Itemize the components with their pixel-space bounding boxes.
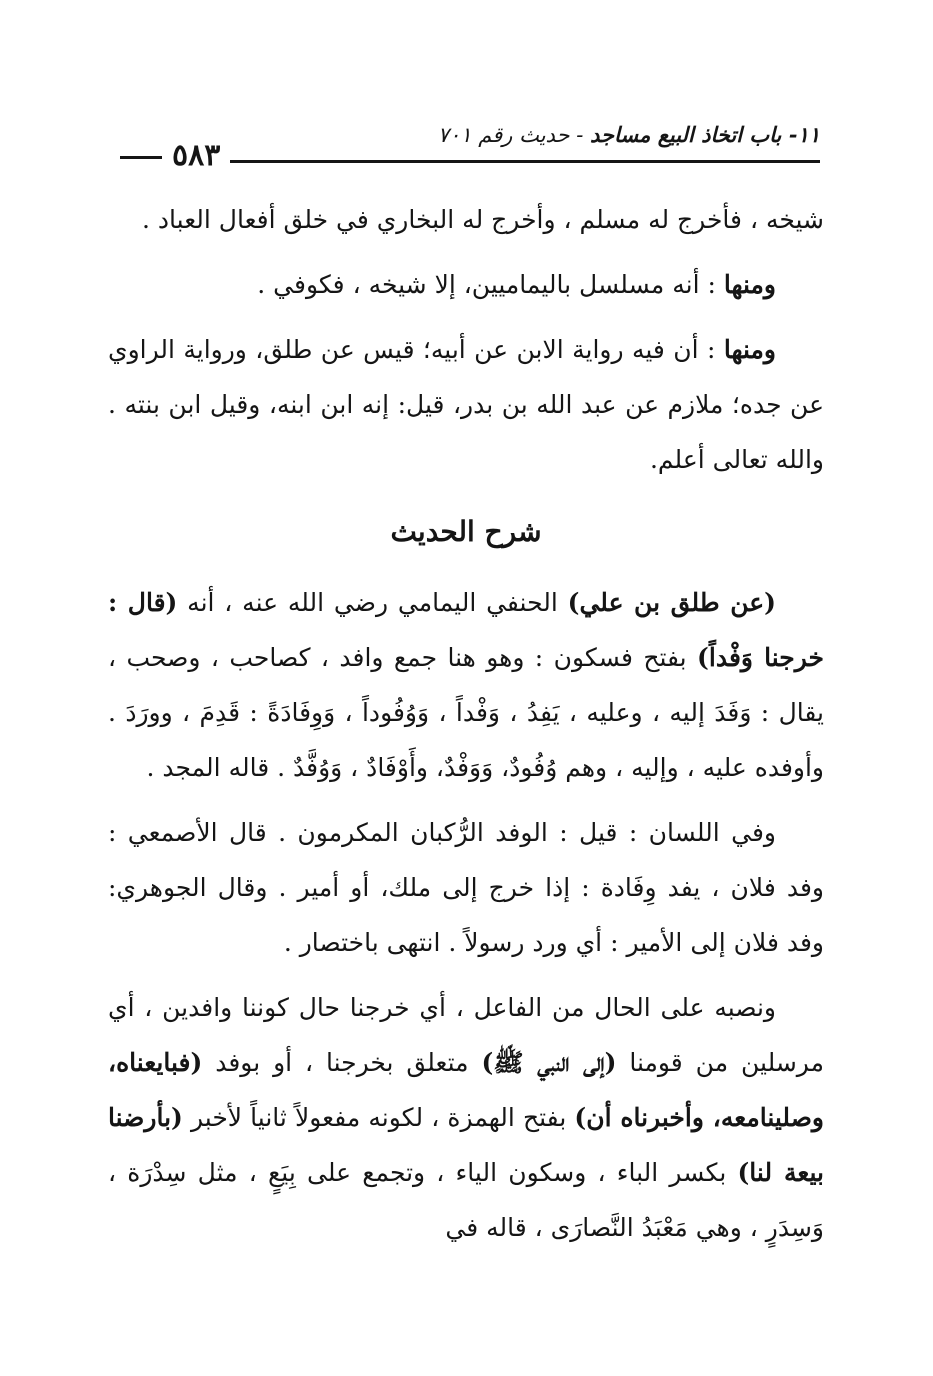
- paragraph-4: [108, 575, 824, 795]
- paragraph-3: [108, 322, 824, 487]
- paragraph-6-quote-c: (بأرضنا بيعة لنا): [108, 1103, 824, 1187]
- paragraph-1-text: شيخه ، فأخرج له مسلم ، وأخرج له البخاري في خلق أفعال العباد .: [142, 205, 824, 234]
- page-number: [120, 138, 230, 173]
- paragraph-5-text: وفي اللسان : قيل : الوفد الرُّكبان المكرمون . قال الأصمعي : وفد فلان ، يفد وِفَادة : إذا خرج إلى ملك، أو أمير . وقال الجوهري: وفد فلان إلى الأمير : أي ورد رسولاً . انتهى باختصار .: [108, 818, 824, 957]
- paragraph-6-text-a: ونصبه على الحال من الفاعل ، أي خرجنا حال كوننا وافدين ، أي مرسلين من قومنا: [108, 993, 824, 1077]
- title-separator: -: [569, 123, 590, 147]
- page-number-value: ٥٨٣: [172, 138, 221, 173]
- chapter-title: ١١- باب اتخاذ البيع مساجد: [590, 122, 820, 147]
- header-rule: [230, 160, 820, 163]
- paragraph-4-quote-a: (عن طلق بن علي): [567, 588, 776, 617]
- running-title: [220, 122, 820, 147]
- paragraph-2-text: : أنه مسلسل باليماميين، إلا شيخه ، فكوفي .: [257, 270, 724, 299]
- paragraph-4-text-b: بفتح فسكون : وهو هنا جمع وافد ، كصاحب ، وصحب ، يقال : وَفَدَ إليه ، وعليه ، يَفِدُ ، وَفْداً ، وَوُفُوداً ، وَوِفَادَةً : قَدِمَ ، وورَدَ . وأوفده عليه ، وإليه ، وهم وُفُودٌ، وَوَفْدٌ، وأَوْفَادٌ ، وَوُفَّدٌ . قاله المجد .: [108, 643, 824, 782]
- paragraph-6-text-b: متعلق بخرجنا ، أو بوفد: [202, 1048, 482, 1077]
- page-number-dash: [120, 156, 162, 159]
- section-heading: شرح الحديث: [390, 515, 542, 548]
- paragraph-3-lead: ومنها: [723, 335, 776, 364]
- paragraph-6-text-c: بفتح الهمزة ، لكونه مفعولاً ثانياً لأخبر: [182, 1103, 575, 1132]
- paragraph-2: [108, 257, 824, 312]
- paragraph-2-lead: ومنها: [723, 270, 776, 299]
- paragraph-4-quote-b: (قال : خرجنا وَفْداً): [108, 588, 824, 672]
- paragraph-6-text-d: بكسر الباء ، وسكون الياء ، وتجمع على بِيَعٍ ، مثل سِدْرَة ، وَسِدَرٍ ، وهي مَعْبَدُ النَّصارَى ، قاله في: [108, 1158, 824, 1242]
- paragraph-6-quote-b: (فبايعناه، وصلينامعه، وأخبرناه أن): [108, 1048, 824, 1132]
- paragraph-5: [108, 805, 824, 970]
- page-body: [108, 192, 824, 1265]
- paragraph-6-quote-a: (إلى النبي ﷺ): [481, 1048, 617, 1077]
- hadith-reference: حديث رقم ٧٠١: [437, 123, 570, 147]
- page-header: [120, 120, 820, 180]
- paragraph-1: [108, 192, 824, 247]
- paragraph-3-text: : أن فيه رواية الابن عن أبيه؛ قيس عن طلق، ورواية الراوي عن جده؛ ملازم عن عبد الله بن بدر، قيل: إنه ابن ابنه، وقيل ابن بنته . والله تعالى أعلم.: [108, 335, 824, 474]
- paragraph-4-text-a: الحنفي اليمامي رضي الله عنه ، أنه: [177, 588, 568, 617]
- paragraph-6: [108, 980, 824, 1255]
